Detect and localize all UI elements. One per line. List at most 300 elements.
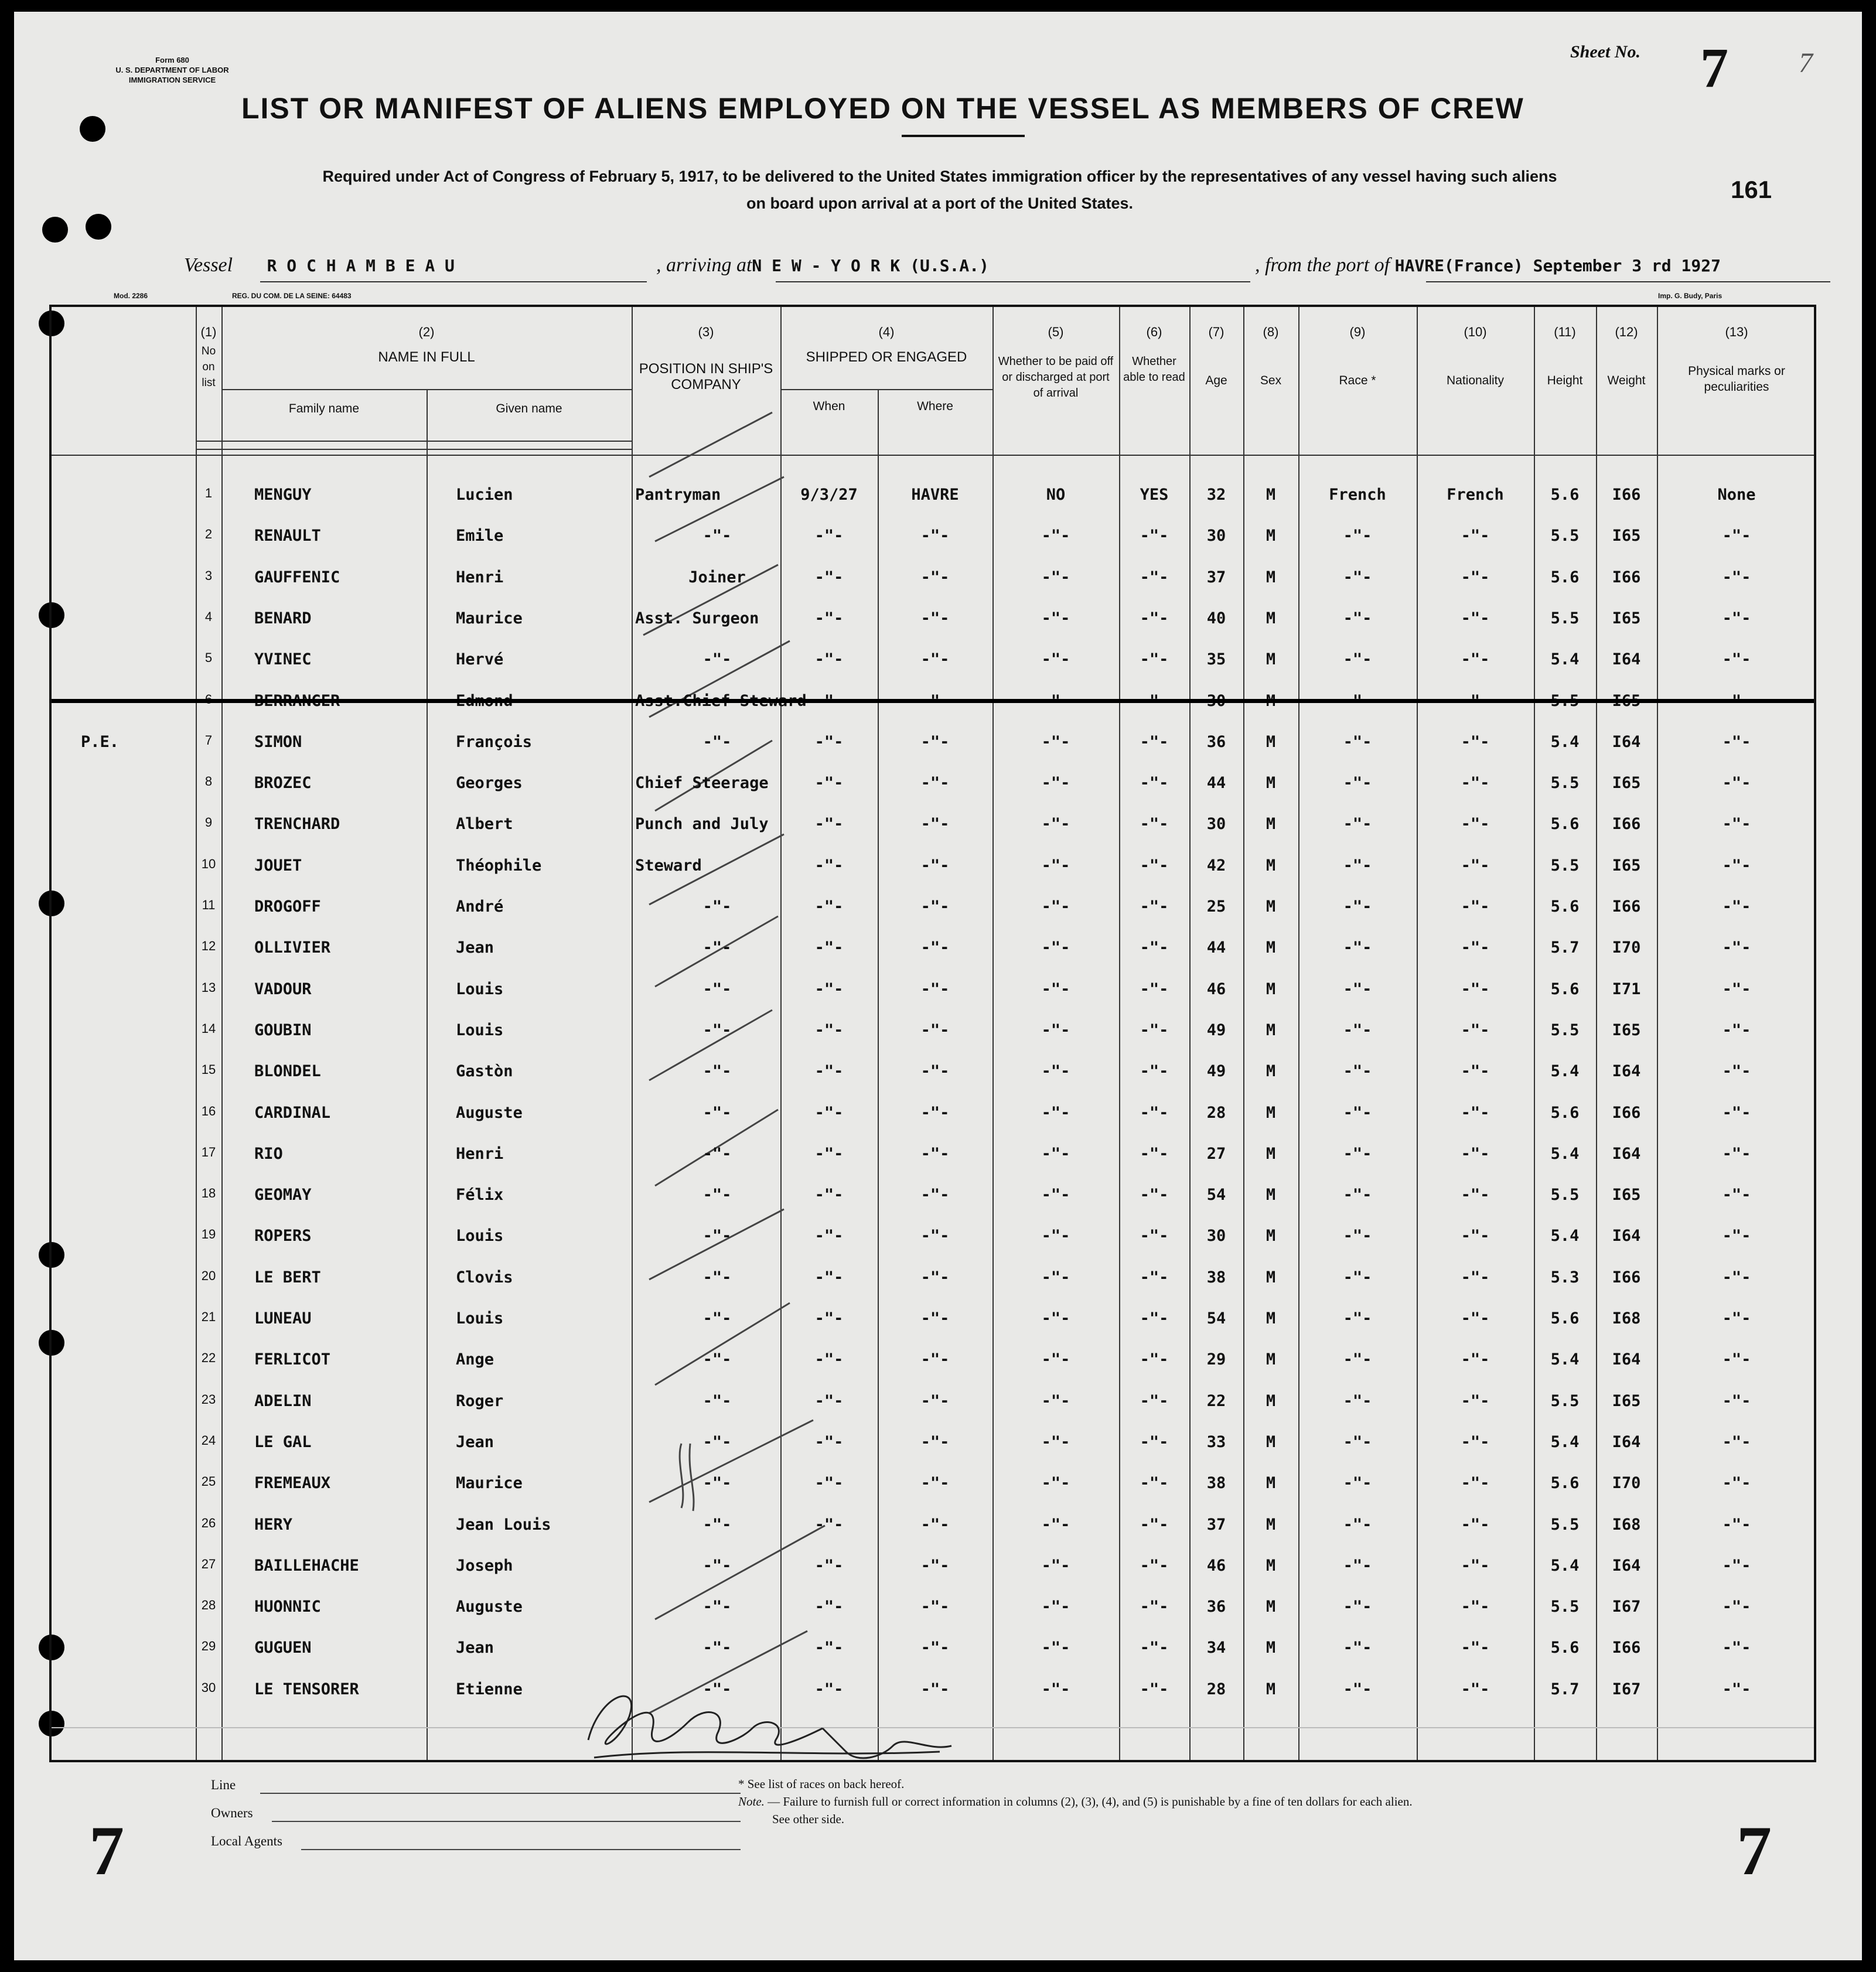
col12-header: Weight — [1607, 374, 1646, 387]
cell-no: 18 — [201, 1186, 216, 1201]
cell-age: 22 — [1206, 1391, 1226, 1410]
cell-when: -"- — [814, 1144, 844, 1163]
cell-family: JOUET — [254, 856, 302, 875]
col4-header: SHIPPED OR ENGAGED — [806, 349, 967, 365]
cell-age: 34 — [1206, 1639, 1226, 1657]
cell-paid: -"- — [1041, 1062, 1070, 1081]
cell-when: -"- — [814, 939, 844, 957]
cell-read: -"- — [1140, 1639, 1169, 1657]
cell-race: -"- — [1343, 609, 1372, 627]
cell-given: Maurice — [456, 609, 523, 627]
cell-where: -"- — [920, 1391, 950, 1410]
owners-label: Owners — [211, 1806, 253, 1820]
cell-family: LUNEAU — [254, 1309, 312, 1328]
cell-nationality: -"- — [1461, 609, 1490, 627]
cell-where: -"- — [920, 1309, 950, 1328]
col1-number: (1) — [200, 325, 217, 339]
vessel-name: R O C H A M B E A U — [267, 256, 455, 275]
col8-number: (8) — [1263, 325, 1279, 339]
cell-given: Louis — [456, 1021, 504, 1039]
cell-weight: I68 — [1612, 1515, 1641, 1534]
cell-sex: M — [1266, 609, 1276, 627]
cell-when: -"- — [814, 1021, 844, 1039]
cell-marks: -"- — [1722, 1474, 1751, 1493]
cell-position: -"- — [702, 1227, 732, 1246]
cell-marks: -"- — [1722, 815, 1751, 834]
cell-when: -"- — [814, 568, 844, 586]
cell-when: -"- — [814, 1432, 844, 1451]
cell-no: 15 — [201, 1062, 216, 1077]
subtitle-line-2: on board upon arrival at a port of the United States. — [746, 195, 1134, 212]
form-number: Form 680 — [155, 56, 189, 64]
cell-nationality: -"- — [1461, 732, 1490, 751]
cell-where: -"- — [920, 650, 950, 669]
cell-given: Clovis — [456, 1268, 513, 1287]
cell-paid: -"- — [1041, 609, 1070, 627]
col2-header: NAME IN FULL — [378, 349, 475, 365]
cell-when: -"- — [814, 1639, 844, 1657]
cell-marks: -"- — [1722, 1103, 1751, 1122]
cell-marks: -"- — [1722, 1309, 1751, 1328]
cell-when: -"- — [814, 1391, 844, 1410]
col12-number: (12) — [1615, 325, 1638, 339]
cell-where: -"- — [920, 1556, 950, 1575]
cell-height: 5.6 — [1550, 1103, 1580, 1122]
from-underline — [1426, 281, 1830, 282]
cell-sex: M — [1266, 856, 1276, 875]
cell-given: Jean — [456, 1639, 494, 1657]
cell-family: DROGOFF — [254, 898, 321, 916]
cell-weight: I70 — [1612, 1474, 1641, 1493]
cell-nationality: -"- — [1461, 1350, 1490, 1369]
cell-height: 5.5 — [1550, 1021, 1580, 1039]
cell-height: 5.4 — [1550, 1227, 1580, 1246]
sheet-number: 7 — [1700, 36, 1728, 99]
cell-when: -"- — [814, 1350, 844, 1369]
cell-weight: I64 — [1612, 650, 1641, 669]
cell-no: 22 — [201, 1350, 216, 1366]
cell-where: -"- — [920, 939, 950, 957]
arriving-label: , arriving at — [656, 254, 752, 276]
cell-given: Ange — [456, 1350, 494, 1369]
cell-sex: M — [1266, 815, 1276, 834]
cell-height: 5.5 — [1550, 1598, 1580, 1616]
cell-given: Jean — [456, 1432, 494, 1451]
cell-read: -"- — [1140, 1103, 1169, 1122]
cell-weight: I68 — [1612, 1309, 1641, 1328]
cell-race: -"- — [1343, 1515, 1372, 1534]
cell-paid: -"- — [1041, 1515, 1070, 1534]
cell-family: TRENCHARD — [254, 815, 340, 834]
cell-family: ROPERS — [254, 1227, 312, 1246]
side-annotation: P.E. — [81, 732, 120, 751]
cell-where: -"- — [920, 1350, 950, 1369]
cell-no: 23 — [201, 1391, 216, 1407]
cell-where: -"- — [920, 815, 950, 834]
department: U. S. DEPARTMENT OF LABOR — [115, 66, 229, 74]
cell-family: BAILLEHACHE — [254, 1556, 359, 1575]
cell-age: 54 — [1206, 1186, 1226, 1205]
cell-weight: I66 — [1612, 815, 1641, 834]
cell-nationality: -"- — [1461, 568, 1490, 586]
cell-marks: -"- — [1722, 1144, 1751, 1163]
cell-weight: I66 — [1612, 568, 1641, 586]
cell-given: Théophile — [456, 856, 542, 875]
cell-read: -"- — [1140, 856, 1169, 875]
col4-when-header: When — [813, 400, 845, 413]
cell-weight: I67 — [1612, 1598, 1641, 1616]
cell-paid: -"- — [1041, 568, 1070, 586]
col2-family-header: Family name — [288, 402, 360, 415]
cell-position: -"- — [702, 898, 732, 916]
cell-given: Lucien — [456, 486, 513, 504]
cell-no: 19 — [201, 1227, 216, 1242]
cell-nationality: -"- — [1461, 1515, 1490, 1534]
cell-age: 46 — [1206, 1556, 1226, 1575]
cell-nationality: -"- — [1461, 1062, 1490, 1081]
cell-height: 5.6 — [1550, 815, 1580, 834]
cell-given: Jean Louis — [456, 1515, 551, 1534]
cell-height: 5.4 — [1550, 1144, 1580, 1163]
cell-nationality: -"- — [1461, 815, 1490, 834]
cell-where: HAVRE — [911, 486, 959, 504]
cell-marks: -"- — [1722, 1062, 1751, 1081]
cell-read: -"- — [1140, 1515, 1169, 1534]
cell-nationality: -"- — [1461, 1391, 1490, 1410]
cell-marks: -"- — [1722, 980, 1751, 998]
cell-weight: I66 — [1612, 1268, 1641, 1287]
cell-marks: -"- — [1722, 1350, 1751, 1369]
cell-nationality: -"- — [1461, 1268, 1490, 1287]
cell-race: -"- — [1343, 568, 1372, 586]
cell-where: -"- — [920, 527, 950, 545]
cell-read: -"- — [1140, 1021, 1169, 1039]
cell-paid: -"- — [1041, 1021, 1070, 1039]
cell-nationality: -"- — [1461, 898, 1490, 916]
cell-nationality: -"- — [1461, 774, 1490, 793]
cell-where: -"- — [920, 1186, 950, 1205]
cell-given: André — [456, 898, 504, 916]
cell-family: LE GAL — [254, 1432, 312, 1451]
cell-weight: I65 — [1612, 774, 1641, 793]
cell-paid: -"- — [1041, 1474, 1070, 1493]
cell-age: 28 — [1206, 1680, 1226, 1698]
cell-age: 36 — [1206, 732, 1226, 751]
cell-marks: -"- — [1722, 1556, 1751, 1575]
col13-header: Physical marks or peculiarities — [1688, 364, 1785, 394]
cell-no: 9 — [204, 815, 213, 830]
cell-where: -"- — [920, 609, 950, 627]
cell-position: Chief Steerage — [635, 774, 769, 793]
cell-nationality: -"- — [1461, 980, 1490, 998]
subtitle-line-1: Required under Act of Congress of February 5, 1917, to be delivered to the United States immigration officer by the representatives of any vessel having such aliens — [322, 168, 1557, 185]
arriving-row — [656, 254, 989, 277]
vessel-label: Vessel — [184, 254, 233, 276]
col10-header: Nationality — [1446, 374, 1505, 387]
cell-age: 36 — [1206, 1598, 1226, 1616]
cell-marks: -"- — [1722, 732, 1751, 751]
cell-race: -"- — [1343, 1227, 1372, 1246]
cell-sex: M — [1266, 1474, 1276, 1493]
cell-read: -"- — [1140, 980, 1169, 998]
cell-weight: I66 — [1612, 1103, 1641, 1122]
cell-family: HUONNIC — [254, 1598, 321, 1616]
cell-sex: M — [1266, 898, 1276, 916]
cell-race: -"- — [1343, 1186, 1372, 1205]
cell-marks: -"- — [1722, 568, 1751, 586]
cell-where: -"- — [920, 732, 950, 751]
cell-position: -"- — [702, 1103, 732, 1122]
page-subtitle — [149, 163, 1731, 217]
cell-paid: -"- — [1041, 650, 1070, 669]
cell-where: -"- — [920, 1062, 950, 1081]
col6-header: Whether able to read — [1123, 355, 1185, 384]
cell-race: -"- — [1343, 1309, 1372, 1328]
cell-where: -"- — [920, 1021, 950, 1039]
cell-where: -"- — [920, 980, 950, 998]
cell-family: ADELIN — [254, 1391, 312, 1410]
cell-sex: M — [1266, 1309, 1276, 1328]
cell-height: 5.7 — [1550, 1680, 1580, 1698]
cell-sex: M — [1266, 939, 1276, 957]
cell-no: 25 — [201, 1474, 216, 1489]
cell-paid: -"- — [1041, 815, 1070, 834]
cell-position: -"- — [702, 1062, 732, 1081]
cell-read: -"- — [1140, 1144, 1169, 1163]
vessel-underline — [260, 281, 647, 282]
note-text: — Failure to furnish full or correct information in columns (2), (3), (4), and (5) is punishable by a fine of ten dollars for each alien. — [768, 1794, 1413, 1809]
cell-nationality: -"- — [1461, 1309, 1490, 1328]
cell-read: -"- — [1140, 1598, 1169, 1616]
cell-family: RIO — [254, 1144, 283, 1163]
cell-no: 24 — [201, 1432, 216, 1448]
cell-nationality: -"- — [1461, 1103, 1490, 1122]
cell-no: 7 — [204, 732, 213, 748]
cell-race: -"- — [1343, 1350, 1372, 1369]
cell-position: -"- — [702, 1268, 732, 1287]
cell-race: French — [1329, 486, 1386, 504]
cell-height: 5.6 — [1550, 1639, 1580, 1657]
cell-read: -"- — [1140, 815, 1169, 834]
cell-family: VADOUR — [254, 980, 312, 998]
footer-notes — [738, 1775, 1652, 1828]
cell-read: -"- — [1140, 1227, 1169, 1246]
cell-height: 5.5 — [1550, 856, 1580, 875]
manifest-sheet — [14, 12, 1862, 1960]
cell-where: -"- — [920, 898, 950, 916]
cell-height: 5.6 — [1550, 486, 1580, 504]
cell-sex: M — [1266, 1515, 1276, 1534]
cell-nationality: -"- — [1461, 1639, 1490, 1657]
cell-no: 20 — [201, 1268, 216, 1283]
cell-where: -"- — [920, 856, 950, 875]
cell-read: -"- — [1140, 609, 1169, 627]
cell-when: -"- — [814, 650, 844, 669]
cell-sex: M — [1266, 1680, 1276, 1698]
cell-paid: -"- — [1041, 1268, 1070, 1287]
cell-age: 46 — [1206, 980, 1226, 998]
cell-no: 10 — [201, 856, 216, 871]
cell-weight: I66 — [1612, 486, 1641, 504]
cell-nationality: -"- — [1461, 856, 1490, 875]
cell-position: -"- — [702, 527, 732, 545]
cell-when: -"- — [814, 1556, 844, 1575]
cell-paid: -"- — [1041, 1350, 1070, 1369]
cell-no: 16 — [201, 1103, 216, 1118]
col9-header: Race * — [1339, 374, 1376, 387]
cell-paid: -"- — [1041, 1103, 1070, 1122]
col2-given-header: Given name — [496, 402, 562, 415]
cell-sex: M — [1266, 486, 1276, 504]
cell-when: -"- — [814, 980, 844, 998]
cell-paid: -"- — [1041, 1391, 1070, 1410]
cell-nationality: -"- — [1461, 1227, 1490, 1246]
binder-hole — [42, 217, 68, 243]
cell-weight: I64 — [1612, 1144, 1641, 1163]
cell-family: BLONDEL — [254, 1062, 321, 1081]
cell-marks: -"- — [1722, 1639, 1751, 1657]
cell-position: -"- — [702, 980, 732, 998]
cell-height: 5.6 — [1550, 1474, 1580, 1493]
cell-sex: M — [1266, 650, 1276, 669]
cell-where: -"- — [920, 568, 950, 586]
cell-no: 30 — [201, 1680, 216, 1695]
cell-read: -"- — [1140, 1268, 1169, 1287]
cell-nationality: -"- — [1461, 1432, 1490, 1451]
cell-weight: I66 — [1612, 898, 1641, 916]
col1-header: No on list — [201, 345, 216, 389]
cell-marks: -"- — [1722, 1432, 1751, 1451]
cell-sex: M — [1266, 732, 1276, 751]
cell-age: 27 — [1206, 1144, 1226, 1163]
cell-race: -"- — [1343, 1474, 1372, 1493]
cell-family: CARDINAL — [254, 1103, 331, 1122]
cell-height: 5.5 — [1550, 774, 1580, 793]
cell-nationality: -"- — [1461, 1680, 1490, 1698]
cell-weight: I70 — [1612, 939, 1641, 957]
cell-age: 30 — [1206, 1227, 1226, 1246]
cell-where: -"- — [920, 1515, 950, 1534]
cell-family: FERLICOT — [254, 1350, 331, 1369]
vessel-row — [184, 254, 455, 277]
cell-sex: M — [1266, 568, 1276, 586]
cell-sex: M — [1266, 527, 1276, 545]
cell-when: -"- — [814, 1515, 844, 1534]
col5-number: (5) — [1048, 325, 1064, 339]
cell-read: -"- — [1140, 1309, 1169, 1328]
cell-nationality: French — [1447, 486, 1504, 504]
cell-race: -"- — [1343, 856, 1372, 875]
from-row — [1255, 254, 1721, 277]
arriving-underline — [776, 281, 1250, 282]
cell-family: GAUFFENIC — [254, 568, 340, 586]
cell-sex: M — [1266, 1350, 1276, 1369]
cell-when: -"- — [814, 1268, 844, 1287]
col3-header: POSITION IN SHIP'S COMPANY — [639, 361, 773, 393]
cell-race: -"- — [1343, 650, 1372, 669]
cell-paid: NO — [1046, 486, 1066, 504]
cell-weight: I65 — [1612, 1186, 1641, 1205]
cell-position: -"- — [702, 1432, 732, 1451]
cell-position: -"- — [702, 1309, 732, 1328]
cell-no: 26 — [201, 1515, 216, 1530]
cell-marks: -"- — [1722, 1680, 1751, 1698]
reg-imprint: REG. DU COM. DE LA SEINE: 64483 — [232, 292, 352, 300]
cell-when: -"- — [814, 856, 844, 875]
cell-age: 44 — [1206, 939, 1226, 957]
cell-height: 5.5 — [1550, 609, 1580, 627]
cell-given: François — [456, 732, 533, 751]
cell-when: -"- — [814, 898, 844, 916]
cell-read: -"- — [1140, 1062, 1169, 1081]
cell-given: Etienne — [456, 1680, 523, 1698]
cell-when: -"- — [814, 527, 844, 545]
cell-weight: I64 — [1612, 1556, 1641, 1575]
cell-given: Jean — [456, 939, 494, 957]
cell-no: 1 — [204, 486, 213, 500]
cell-read: -"- — [1140, 1432, 1169, 1451]
cell-given: Maurice — [456, 1474, 523, 1493]
cell-position: -"- — [702, 1186, 732, 1205]
cell-marks: -"- — [1722, 1391, 1751, 1410]
cell-height: 5.4 — [1550, 1350, 1580, 1369]
local-agents-label: Local Agents — [211, 1834, 282, 1848]
cell-sex: M — [1266, 1021, 1276, 1039]
cell-sex: M — [1266, 1103, 1276, 1122]
page-title: LIST OR MANIFEST OF ALIENS EMPLOYED ON THE VESSEL AS MEMBERS OF CREW — [241, 92, 1524, 125]
cell-marks: -"- — [1722, 1515, 1751, 1534]
cell-read: YES — [1140, 486, 1169, 504]
cell-no: 8 — [204, 774, 213, 789]
cell-nationality: -"- — [1461, 527, 1490, 545]
owners-underline — [272, 1821, 741, 1822]
col7-number: (7) — [1208, 325, 1224, 339]
see-other-side: See other side. — [772, 1812, 845, 1826]
cell-nationality: -"- — [1461, 1598, 1490, 1616]
cell-sex: M — [1266, 980, 1276, 998]
cell-race: -"- — [1343, 1144, 1372, 1163]
cell-no: 28 — [201, 1598, 216, 1613]
cell-when: -"- — [814, 1598, 844, 1616]
cell-where: -"- — [920, 774, 950, 793]
cell-race: -"- — [1343, 980, 1372, 998]
cell-race: -"- — [1343, 1062, 1372, 1081]
cell-no: 27 — [201, 1556, 216, 1571]
cell-where: -"- — [920, 1144, 950, 1163]
cell-nationality: -"- — [1461, 1021, 1490, 1039]
cell-given: Henri — [456, 1144, 504, 1163]
col4-where-header: Where — [917, 400, 953, 413]
cell-where: -"- — [920, 1680, 950, 1698]
cell-family: OLLIVIER — [254, 939, 331, 957]
cell-where: -"- — [920, 1639, 950, 1657]
cell-height: 5.5 — [1550, 1186, 1580, 1205]
cell-marks: -"- — [1722, 1186, 1751, 1205]
cell-weight: I65 — [1612, 609, 1641, 627]
cell-weight: I71 — [1612, 980, 1641, 998]
cell-height: 5.3 — [1550, 1268, 1580, 1287]
cell-when: -"- — [814, 1680, 844, 1698]
cell-given: Louis — [456, 1309, 504, 1328]
cell-paid: -"- — [1041, 732, 1070, 751]
cell-weight: I64 — [1612, 1432, 1641, 1451]
cell-paid: -"- — [1041, 1556, 1070, 1575]
cell-family: MENGUY — [254, 486, 312, 504]
col7-header: Age — [1205, 374, 1227, 387]
binder-hole — [80, 116, 105, 142]
cell-paid: -"- — [1041, 939, 1070, 957]
cell-family: GOUBIN — [254, 1021, 312, 1039]
